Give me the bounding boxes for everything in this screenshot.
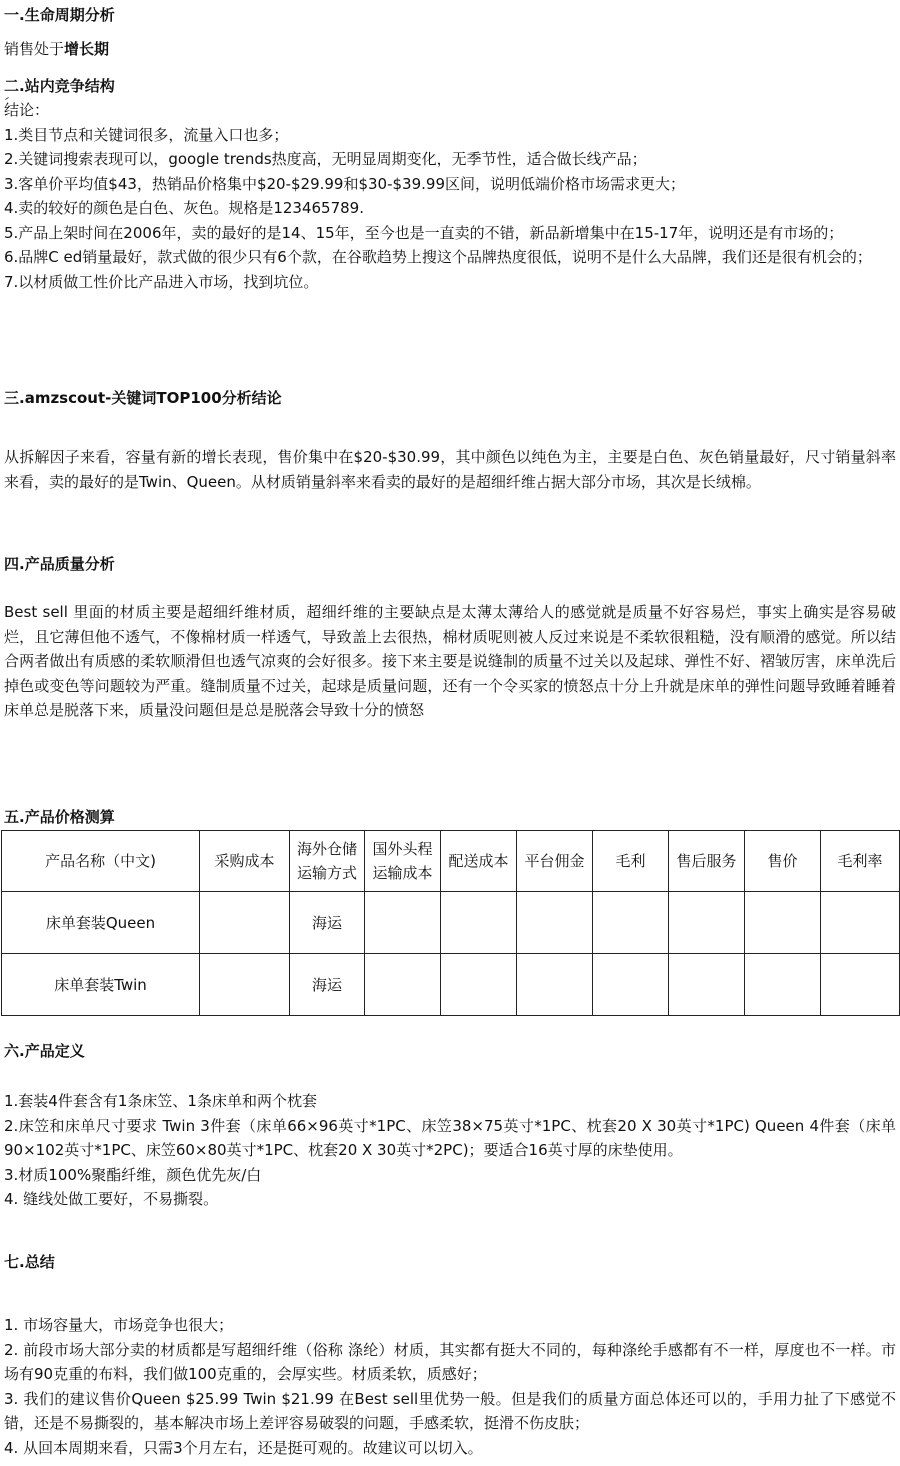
section-4-title: 四.产品质量分析 (4, 555, 115, 573)
section-2-title: 二.站内竞争结构 (4, 77, 115, 95)
conclusion-item: 3.客单价平均值$43，热销品价格集中$20-$29.99和$30-$39.99区间，说明低端价格市场需求更大； (4, 174, 686, 193)
table-header-row (2, 831, 900, 892)
conclusion-item: 5.产品上架时间在2006年，卖的最好的是14、15年，至今也是一直卖的不错，新品新增集中在15-17年，说明还是有市场的； (4, 223, 844, 242)
definition-item: 2.床笠和床单尺寸要求 Twin 3件套（床单66×96英寸*1PC、床笠38×75英寸*1PC、枕套20 X 30英寸*1PC) Queen 4件套（床单90×102英寸*1PC、床笠60×80英寸*1PC、枕套20 X 30英寸*2PC)；要适合16英寸厚的床垫使用。 (4, 1116, 896, 1159)
header-text: 售后服务 (676, 852, 737, 870)
definition-item: 1.套装4件套含有1条床笠、1条床单和两个枕套 (4, 1092, 317, 1110)
table-row (2, 954, 900, 1016)
table-cell (517, 892, 593, 954)
header-text: 运输方式 (296, 864, 357, 882)
table-cell (821, 954, 900, 1016)
table-cell (441, 954, 517, 1016)
table-cell (200, 954, 290, 1016)
section-1-text (4, 37, 896, 62)
section-6-title: 六.产品定义 (4, 1042, 85, 1060)
table-cell: 床单套装Twin (2, 954, 200, 1016)
header-text: 运输成本 (372, 864, 433, 882)
header-cell (745, 831, 821, 892)
definition-item: 4. 缝线处做工要好，不易撕裂。 (4, 1190, 219, 1208)
section-6-body (4, 1089, 896, 1212)
section-3-text: 从拆解因子来看，容量有新的增长表现，售价集中在$20-$30.99，其中颜色以纯色为主，主要是白色、灰色销量最好，尺寸销量斜率来看，卖的最好的是Twin、Queen。从材质销量斜率来看卖的最好的是超细纤维占据大部分市场，其次是长绒棉。 (4, 448, 896, 491)
header-cell (290, 831, 365, 892)
summary-item: 3. 我们的建议售价Queen $25.99 Twin $21.99 在Best sell里优势一般。但是我们的质量方面总体还可以的，手用力扯了下感觉不错，还是不易撕裂的，基本解决市场上差评容易破裂的问题，手感柔软，挺滑不伤皮肤； (4, 1389, 896, 1432)
table-cell (365, 892, 441, 954)
table-cell: 海运 (290, 892, 365, 954)
header-text: 售价 (767, 852, 798, 870)
header-cell (2, 831, 200, 892)
summary-item: 2. 前段市场大部分卖的材质都是写超细纤维（俗称 涤纶）材质，其实都有挺大不同的，每种涤纶手感都有不一样，厚度也不一样。市场有90克重的布料，我们做100克重的，会厚实些。材质柔软，质感好； (4, 1340, 896, 1383)
header-cell (441, 831, 517, 892)
header-cell (593, 831, 669, 892)
table-cell (745, 892, 821, 954)
section-7-body (4, 1313, 896, 1460)
section-7-title: 七.总结 (4, 1253, 55, 1271)
header-text: 配送成本 (448, 852, 509, 870)
lifecycle-prefix: 销售处于 (4, 40, 65, 58)
table-cell (365, 954, 441, 1016)
header-text: 毛利 (615, 852, 646, 870)
header-text: 采购成本 (214, 852, 275, 870)
section-2-body (4, 98, 896, 294)
header-text: 海外仓储 (296, 840, 357, 858)
header-text: 毛利率 (837, 852, 883, 870)
conclusion-item: 7.以材质做工性价比产品进入市场，找到坑位。 (4, 272, 319, 291)
section-1-title: 一.生命周期分析 (4, 6, 115, 24)
conclusion-item: 4.卖的较好的颜色是白色、灰色。规格是123465789. (4, 199, 364, 217)
section-3-title: 三.amzscout-关键词TOP100分析结论 (4, 389, 282, 407)
header-cell (365, 831, 441, 892)
header-cell (669, 831, 745, 892)
table-cell (669, 954, 745, 1016)
table-cell (517, 954, 593, 1016)
table-cell: 海运 (290, 954, 365, 1016)
conclusion-item: 1.类目节点和关键词很多，流量入口也多； (4, 125, 289, 144)
section-4-text: Best sell 里面的材质主要是超细纤维材质，超细纤维的主要缺点是太薄太薄给人的感觉就是质量不好容易烂，事实上确实是容易破烂，且它薄但他不透气，不像棉材质一样透气，导致盖上去很热，棉材质呢则被人反过来说是不柔软很粗糙，没有顺滑的感觉。所以结合两者做出有质感的柔软顺滑但也透气凉爽的会好很多。接下来主要是说缝制的质量不过关以及起球、弹性不好、褶皱厉害，床单洗后掉色或变色等问题较为严重。缝制质量不过关，起球是质量问题，还有一个令买家的愤怒点十分上升就是床单的弹性问题导致睡着睡着床单总是脱落下来，质量没问题但是总是脱落会导致十分的愤怒 (4, 603, 896, 719)
summary-item: 1. 市场容量大，市场竞争也很大； (4, 1316, 234, 1334)
header-text: 国外头程 (372, 840, 433, 858)
conclusion-item: 6.品牌C ed销量最好，款式做的很少只有6个款，在谷歌趋势上搜这个品牌热度很低，说明不是什么大品牌，我们还是很有机会的； (4, 248, 872, 266)
table-cell (441, 892, 517, 954)
price-table (1, 830, 900, 1016)
header-text: 产品名称（中文) (45, 852, 156, 870)
table-cell: 床单套装Queen (2, 892, 200, 954)
table-cell (200, 892, 290, 954)
table-cell (593, 892, 669, 954)
header-cell (200, 831, 290, 892)
header-text: 平台佣金 (524, 852, 585, 870)
conclusion-label: 结论： (4, 101, 50, 119)
table-cell (593, 954, 669, 1016)
definition-item: 3.材质100%聚酯纤维，颜色优先灰/白 (4, 1165, 262, 1184)
lifecycle-stage: 增长期 (64, 40, 110, 58)
table-row (2, 892, 900, 954)
section-5-title: 五.产品价格测算 (4, 808, 115, 826)
table-cell (669, 892, 745, 954)
conclusion-item: 2.关键词搜索表现可以，google trends热度高，无明显周期变化，无季节性，适合做长线产品； (4, 150, 647, 168)
header-cell (517, 831, 593, 892)
summary-item: 4. 从回本周期来看，只需3个月左右，还是挺可观的。故建议可以切入。 (4, 1438, 483, 1457)
table-cell (821, 892, 900, 954)
header-cell (821, 831, 900, 892)
table-cell (745, 954, 821, 1016)
